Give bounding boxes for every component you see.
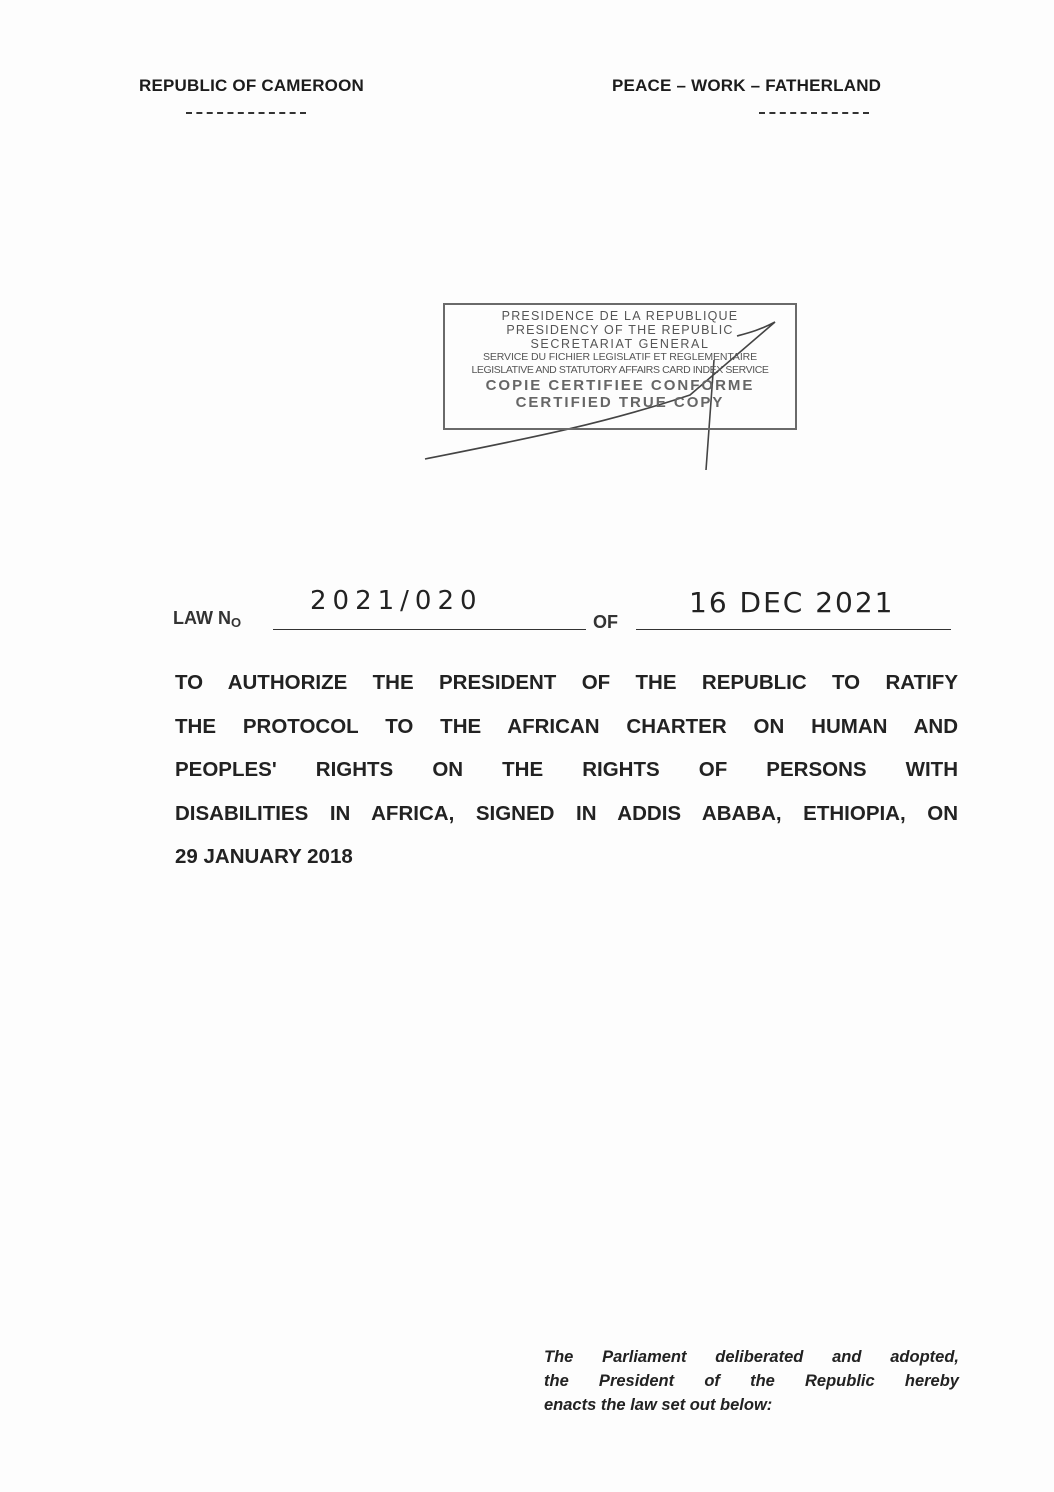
signature-strokes: [0, 0, 1054, 520]
enactment-line: The Parliament deliberated and adopted,: [544, 1348, 959, 1366]
stamp-line: COPIE CERTIFIEE CONFORME: [485, 377, 755, 394]
law-number-underline: [273, 629, 586, 630]
stamp-line: PRESIDENCY OF THE REPUBLIC: [506, 323, 734, 337]
law-date-label: OF: [593, 612, 618, 632]
enactment-line: enacts the law set out below:: [544, 1396, 773, 1414]
title-line: THE PROTOCOL TO THE AFRICAN CHARTER ON HUMAN AND: [175, 714, 958, 738]
stamp-line: LEGISLATIVE AND STATUTORY AFFAIRS CARD INDEX SERVICE: [471, 364, 769, 376]
title-line: TO AUTHORIZE THE PRESIDENT OF THE REPUBLIC TO RATIFY: [175, 671, 958, 694]
enactment-line: the President of the Republic hereby: [544, 1372, 959, 1390]
stamp-line: PRESIDENCE DE LA REPUBLIQUE: [501, 309, 739, 323]
national-motto: PEACE – WORK – FATHERLAND: [612, 76, 882, 95]
law-date-value: 16 DEC 2021: [689, 586, 895, 619]
country-name: REPUBLIC OF CAMEROON: [139, 76, 364, 95]
stamp-line: CERTIFIED TRUE COPY: [515, 394, 725, 411]
title-line: PEOPLES' RIGHTS ON THE RIGHTS OF PERSONS WITH: [175, 758, 958, 781]
enactment-clause: [544, 1345, 959, 1417]
law-title: [175, 661, 958, 879]
law-date-underline: [636, 629, 951, 630]
title-line: DISABILITIES IN AFRICA, SIGNED IN ADDIS ABABA, ETHIOPIA, ON: [175, 801, 958, 825]
stamp-line: SERVICE DU FICHIER LEGISLATIF ET REGLEMENTAIRE: [482, 351, 758, 363]
certified-copy-stamp: [443, 303, 797, 430]
law-number-label: LAW $N_O$: [173, 608, 242, 630]
stamp-line: SECRETARIAT GENERAL: [530, 337, 710, 351]
title-line: 29 JANUARY 2018: [175, 845, 353, 868]
law-number-value: 2021/020: [310, 586, 483, 616]
